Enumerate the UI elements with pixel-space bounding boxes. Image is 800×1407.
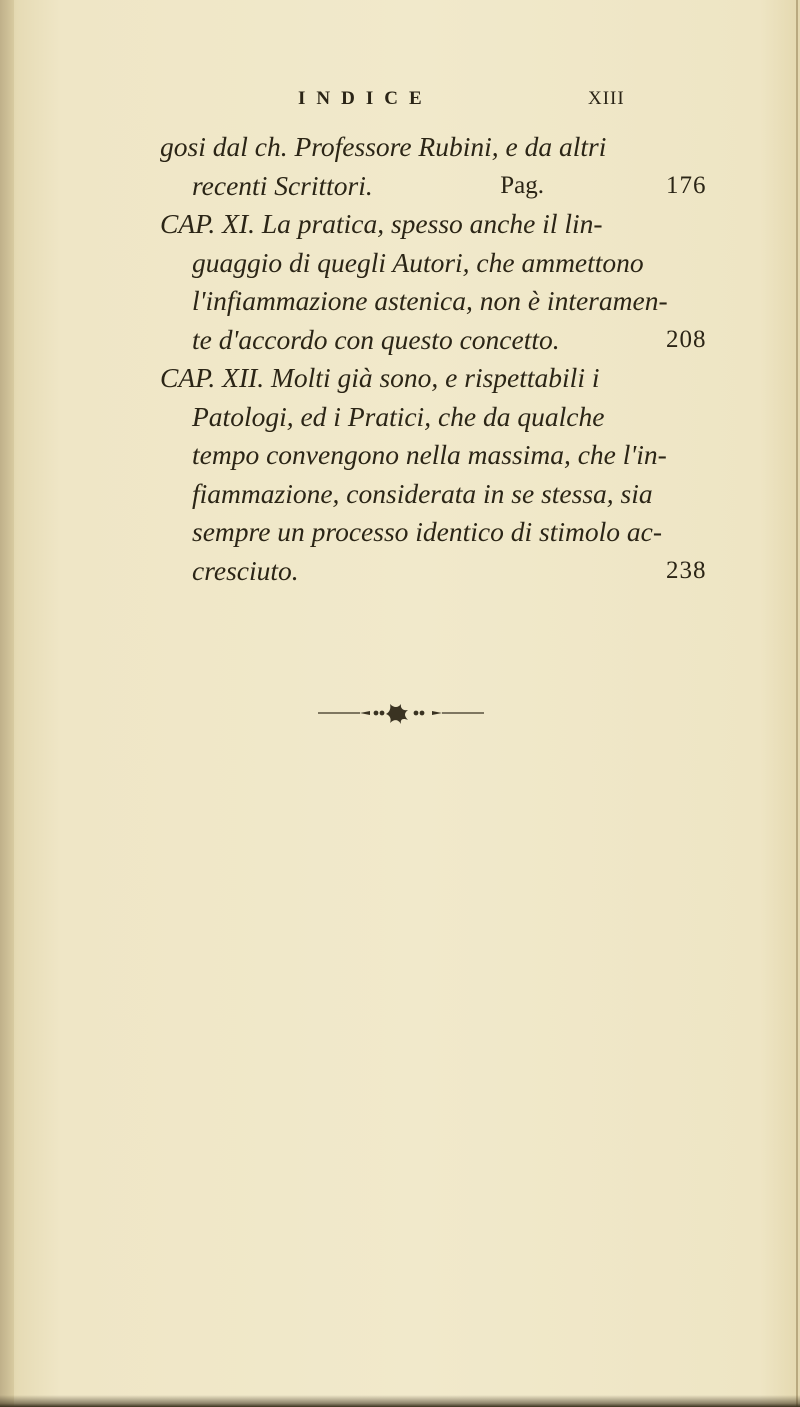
toc-entry	[160, 205, 707, 359]
header-title: INDICE	[298, 88, 433, 109]
pag-label: Pag.	[500, 171, 544, 199]
toc-page-number: 238	[666, 556, 707, 584]
toc-page-number: 208	[666, 325, 707, 353]
toc-entry-line-text: recenti Scrittori.	[192, 169, 373, 201]
toc-entry-line	[160, 167, 707, 206]
toc-entry	[160, 128, 707, 205]
toc-entry-line: CAP. XI. La pratica, spesso anche il lin-	[160, 208, 603, 239]
toc-entry-line: tempo convengono nella massima, che l'in-	[192, 439, 667, 470]
page-edge	[796, 0, 798, 1407]
toc-entry-line-text: te d'accordo con questo concetto.	[192, 323, 560, 355]
toc-entry-line: Patologi, ed i Pratici, che da qualche	[192, 400, 605, 432]
toc-entry-line: CAP. XII. Molti già sono, e rispettabili i	[160, 362, 600, 393]
toc-entry	[160, 359, 707, 590]
book-gutter	[0, 0, 14, 1407]
toc-entry-line: sempre un processo identico di stimolo ac-	[192, 516, 662, 547]
toc-entry-line: l'infiammazione astenica, non è interamen-	[192, 285, 668, 316]
toc-entry-line: gosi dal ch. Professore Rubini, e da altri	[160, 131, 607, 162]
toc-entry-line	[160, 552, 707, 591]
toc-entry-line	[160, 321, 707, 360]
running-header	[0, 88, 800, 118]
table-of-contents	[160, 128, 707, 590]
toc-entry-line: fiammazione, considerata in se stessa, sia	[192, 477, 653, 509]
toc-page-number: 176	[666, 171, 707, 199]
decorative-ornament	[318, 700, 484, 724]
page-bottom-shadow	[0, 1395, 800, 1407]
toc-entry-line: guaggio di quegli Autori, che ammettono	[192, 246, 644, 278]
toc-entry-line-text: cresciuto.	[192, 554, 299, 586]
header-page-number: XIII	[588, 88, 625, 109]
